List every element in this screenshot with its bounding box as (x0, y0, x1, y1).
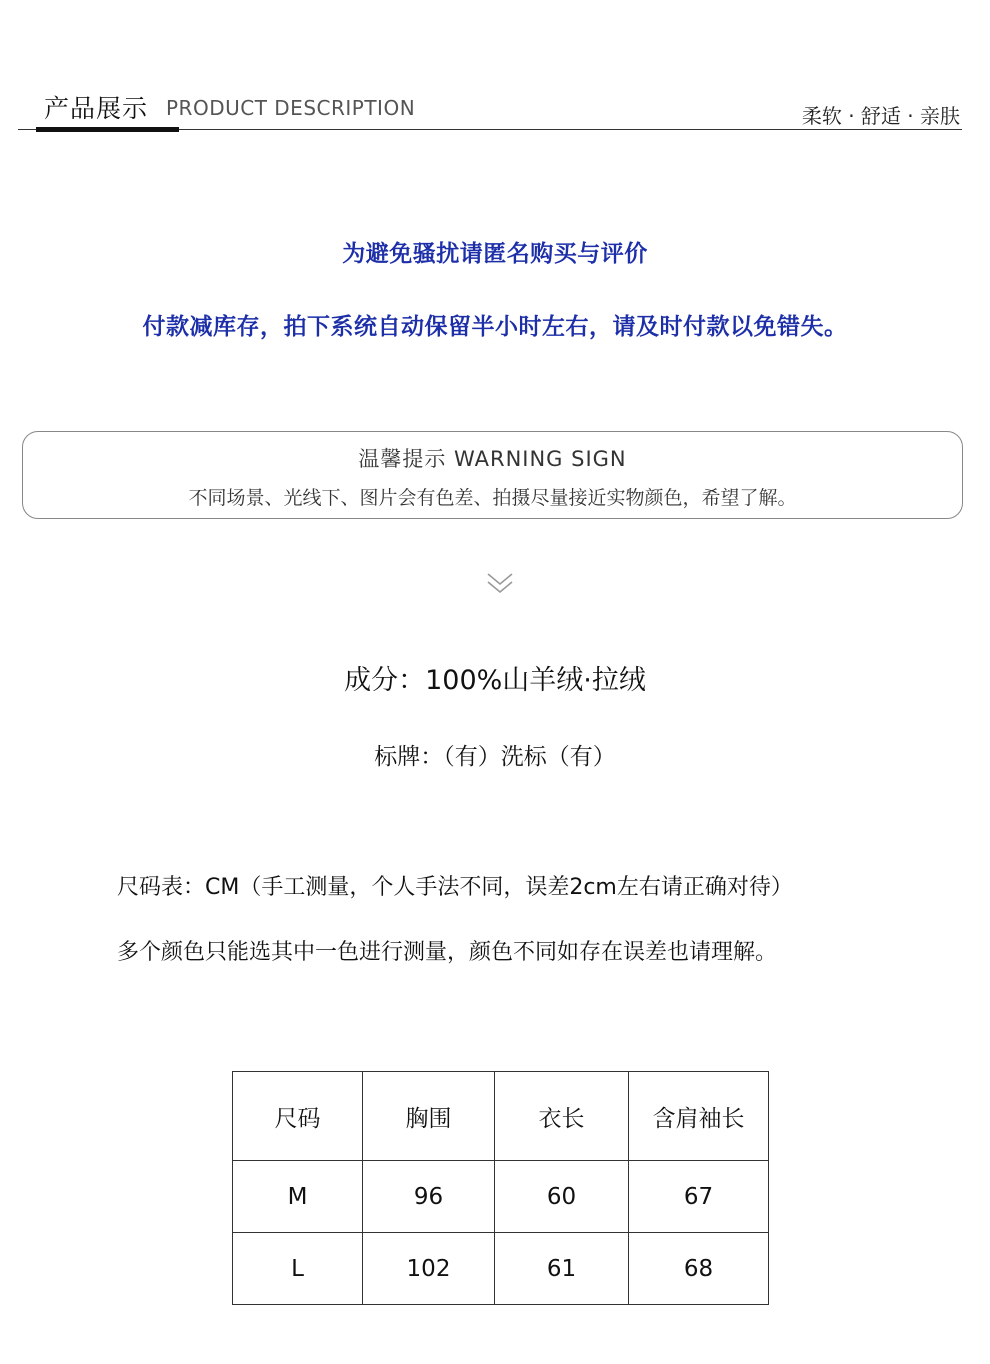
cell-size: M (233, 1161, 363, 1233)
warning-text: 不同场景、光线下、图片会有色差、拍摄尽量接近实物颜色，希望了解。 (188, 487, 797, 509)
anonymous-purchase-notice: 为避免骚扰请匿名购买与评价 (342, 241, 648, 267)
table-row (233, 1161, 769, 1233)
composition-text: 成分：100%山羊绒·拉绒 (344, 665, 646, 696)
table-header-row (233, 1072, 769, 1161)
header-accent-bar (36, 127, 179, 132)
header-size: 尺码 (233, 1072, 363, 1161)
label-info: 标牌：（有）洗标（有） (374, 744, 616, 770)
size-table (232, 1071, 769, 1305)
header-tagline: 柔软 · 舒适 · 亲肤 (801, 104, 960, 128)
payment-notice: 付款减库存，拍下系统自动保留半小时左右，请及时付款以免错失。 (142, 314, 848, 340)
section-header (18, 84, 962, 132)
table-row (233, 1233, 769, 1305)
cell-length: 60 (495, 1161, 629, 1233)
color-measure-note: 多个颜色只能选其中一色进行测量，颜色不同如存在误差也请理解。 (117, 940, 778, 965)
section-title-cn: 产品展示 (44, 94, 149, 123)
header-chest: 胸围 (363, 1072, 495, 1161)
cell-chest: 102 (363, 1233, 495, 1305)
double-chevron-down-icon (484, 570, 516, 598)
warning-box (22, 431, 963, 519)
cell-chest: 96 (363, 1161, 495, 1233)
cell-sleeve: 67 (629, 1161, 769, 1233)
cell-size: L (233, 1233, 363, 1305)
header-sleeve: 含肩袖长 (629, 1072, 769, 1161)
size-chart-note: 尺码表：CM（手工测量，个人手法不同，误差2cm左右请正确对待） (117, 875, 793, 900)
section-title-en: PRODUCT DESCRIPTION (166, 96, 416, 120)
cell-length: 61 (495, 1233, 629, 1305)
warning-title: 温馨提示 WARNING SIGN (358, 447, 627, 471)
cell-sleeve: 68 (629, 1233, 769, 1305)
header-length: 衣长 (495, 1072, 629, 1161)
